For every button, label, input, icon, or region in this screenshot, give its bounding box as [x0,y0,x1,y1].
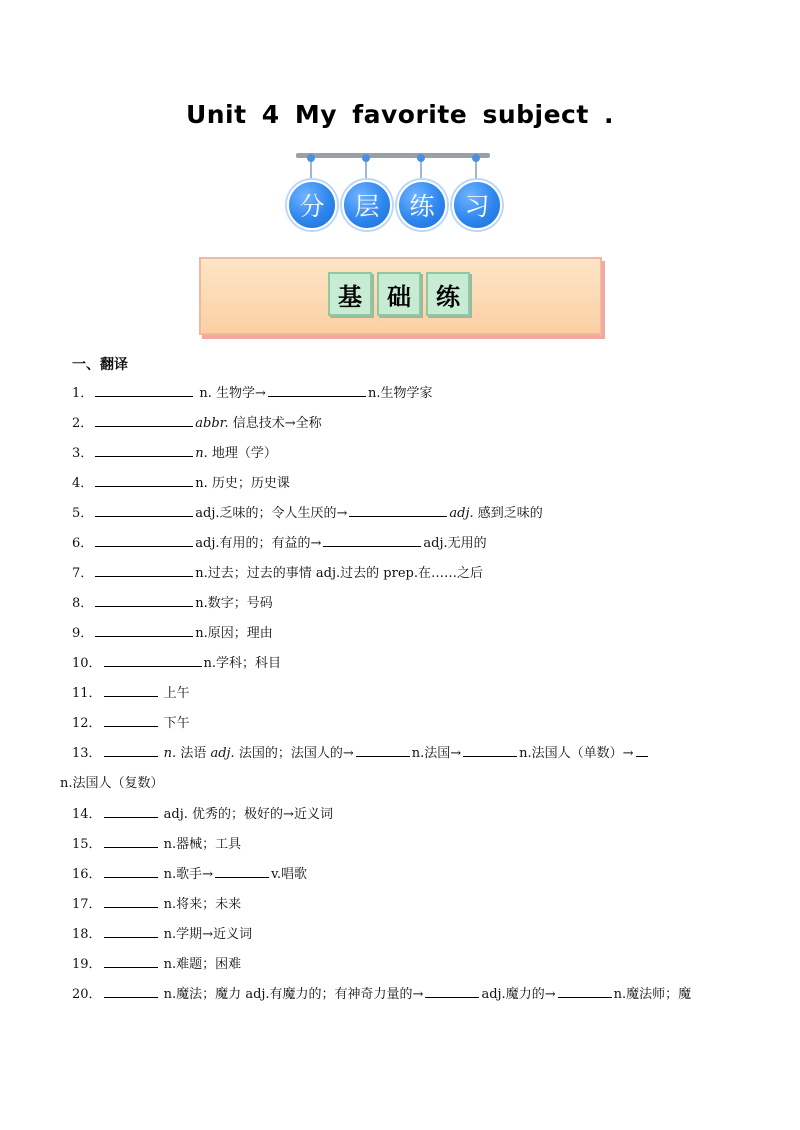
banner-char-tile: 基 [328,272,372,316]
answer-blank[interactable] [95,504,193,517]
exercise-item: 11． 上午 [72,686,190,701]
exercise-item: 7． n.过去；过去的事情 adj.过去的 prep.在……之后 [72,566,483,581]
exercise-item: 10． n.学科；科目 [72,656,282,671]
banner-char-tile: 练 [426,272,470,316]
answer-blank[interactable] [95,534,193,547]
answer-blank[interactable] [95,384,193,397]
answer-blank[interactable] [95,414,193,427]
exercise-item: 16． n.歌手→ v.唱歌 [72,867,308,882]
answer-blank[interactable] [104,714,158,727]
exercise-item: 1． n. 生物学→ n.生物学家 [72,386,433,401]
header-char-circle: 分 [287,180,337,230]
answer-blank[interactable] [104,835,158,848]
answer-blank[interactable] [104,985,158,998]
exercise-item: 15． n.器械；工具 [72,837,242,852]
header-char-circle: 习 [452,180,502,230]
exercise-item: 5． adj.乏味的；令人生厌的→ adj. 感到乏味的 [72,506,543,521]
exercise-item: 9． n.原因；理由 [72,626,273,641]
header-char-circle: 练 [397,180,447,230]
exercise-item: 3． n. 地理（学） [72,446,277,461]
answer-blank[interactable] [104,684,158,697]
exercise-item: 18． n.学期→近义词 [72,927,253,942]
header-hanger-bar [296,153,490,158]
answer-blank[interactable] [349,504,447,517]
answer-blank[interactable] [95,624,193,637]
header-char-circle: 层 [342,180,392,230]
answer-blank[interactable] [104,865,158,878]
answer-blank[interactable] [268,384,366,397]
exercise-item: 20． n.魔法；魔力 adj.有魔力的；有神奇力量的→ adj.魔力的→ n.魔法师；魔 [72,987,692,1002]
answer-blank[interactable] [463,744,517,757]
answer-blank[interactable] [558,985,612,998]
answer-blank[interactable] [95,564,193,577]
answer-blank[interactable] [425,985,479,998]
answer-blank[interactable] [323,534,421,547]
exercise-item: 8． n.数字；号码 [72,596,273,611]
page-title: Unit 4 My favorite subject . [185,100,615,129]
exercise-item: 14． adj. 优秀的；极好的→近义词 [72,807,333,822]
exercise-item: 6． adj.有用的；有益的→ adj.无用的 [72,536,487,551]
answer-blank[interactable] [95,594,193,607]
exercise-item-continuation: n.法国人（复数） [60,776,164,791]
banner-char-tile: 础 [377,272,421,316]
section-banner [199,257,602,335]
answer-blank[interactable] [104,955,158,968]
exercise-item: 13． n. 法语 adj. 法国的；法国人的→ n.法国→ n.法国人（单数）→ [72,744,650,763]
answer-blank[interactable] [104,805,158,818]
answer-blank[interactable] [95,444,193,457]
exercise-item: 17． n.将来；未来 [72,897,242,912]
exercise-item: 4． n. 历史；历史课 [72,476,290,491]
exercise-item: 19． n.难题；困难 [72,957,242,972]
section-heading: 一、翻译 [72,357,128,373]
exercise-item: 2． abbr. 信息技术→全称 [72,416,322,431]
answer-blank[interactable] [104,744,158,757]
exercise-item: 12． 下午 [72,716,190,731]
answer-blank[interactable] [356,744,410,757]
answer-blank[interactable] [215,865,269,878]
answer-blank[interactable] [104,895,158,908]
answer-blank[interactable] [104,925,158,938]
answer-blank[interactable] [95,474,193,487]
answer-blank[interactable] [104,654,202,667]
answer-blank[interactable] [636,744,648,757]
